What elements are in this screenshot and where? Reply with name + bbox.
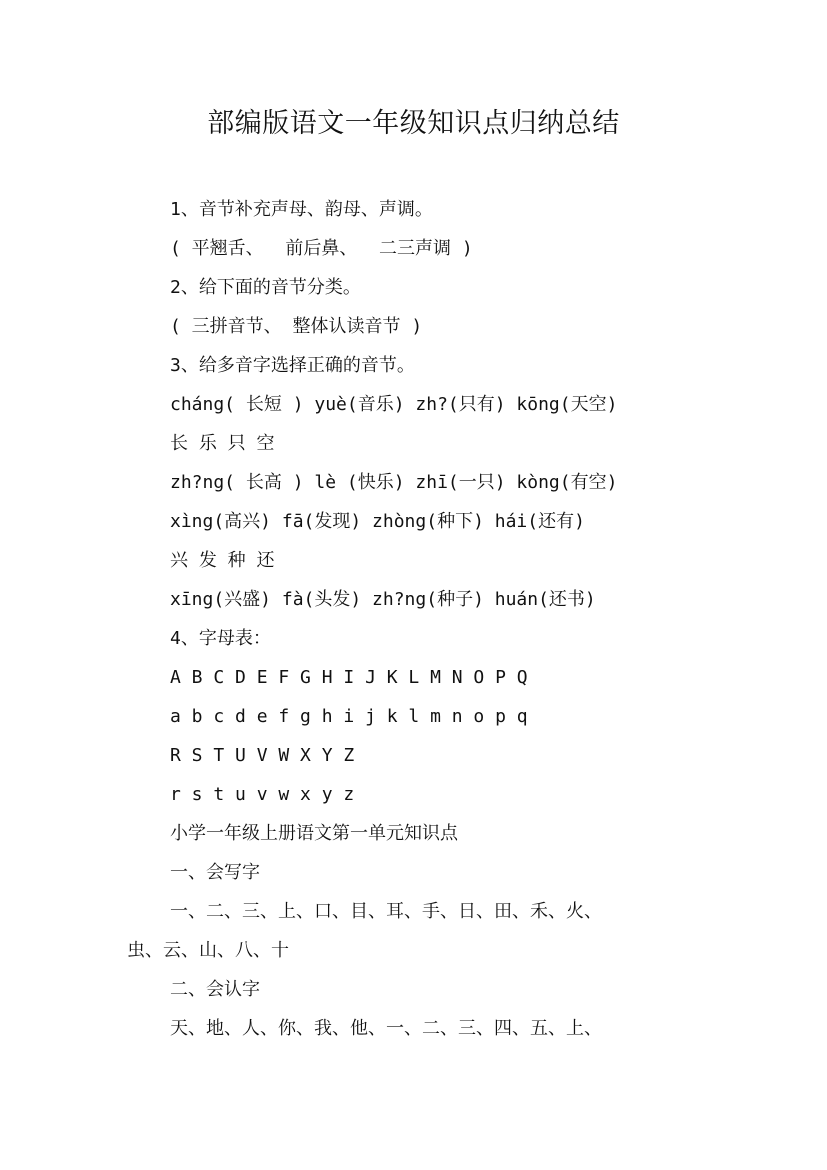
text-line: 一、二、三、上、口、目、耳、手、日、田、禾、火、 xyxy=(170,901,602,922)
text-line: 二、会认字 xyxy=(170,979,260,1000)
text-line: 3、给多音字选择正确的音节。 xyxy=(170,355,415,376)
text-line: a b c d e f g h i j k l m n o p q xyxy=(170,706,528,727)
text-line: ( 三拼音节、 整体认读音节 ) xyxy=(170,316,423,337)
text-line: 虫、云、山、八、十 xyxy=(127,940,289,961)
text-line: xìng(高兴) fā(发现) zhòng(种下) hái(还有) xyxy=(170,511,585,532)
text-line: 1、音节补充声母、韵母、声调。 xyxy=(170,199,433,220)
text-line: 4、字母表： xyxy=(170,628,271,649)
text-line: A B C D E F G H I J K L M N O P Q xyxy=(170,667,528,688)
document-title: 部编版语文一年级知识点归纳总结 xyxy=(207,108,620,139)
text-line: 小学一年级上册语文第一单元知识点 xyxy=(170,823,458,844)
text-line: zh?ng( 长高 ) lè (快乐) zhī(一只) kòng(有空) xyxy=(170,472,618,493)
document-body xyxy=(0,190,827,1048)
text-line: R S T U V W X Y Z xyxy=(170,745,355,766)
text-line: 一、会写字 xyxy=(170,862,260,883)
text-line: ( 平翘舌、 前后鼻、 二三声调 ) xyxy=(170,238,473,259)
text-line: 天、地、人、你、我、他、一、二、三、四、五、上、 xyxy=(170,1018,602,1039)
text-line: xīng(兴盛) fà(头发) zh?ng(种子) huán(还书) xyxy=(170,589,596,610)
text-line: cháng( 长短 ) yuè(音乐) zh?(只有) kōng(天空) xyxy=(170,394,618,415)
text-line: 长 乐 只 空 xyxy=(170,433,275,454)
text-line: 2、给下面的音节分类。 xyxy=(170,277,361,298)
text-line: r s t u v w x y z xyxy=(170,784,355,805)
text-line: 兴 发 种 还 xyxy=(170,550,275,571)
